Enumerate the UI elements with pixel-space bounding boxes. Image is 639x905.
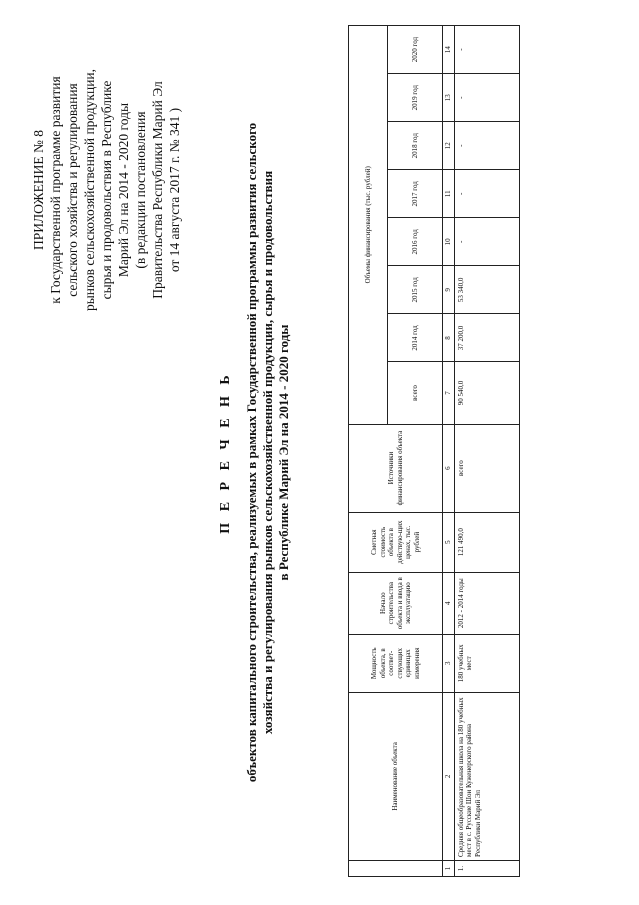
- header-total: всего: [388, 362, 443, 424]
- column-number: 11: [443, 170, 455, 218]
- row-2020: -: [454, 26, 519, 74]
- row-2014: 37 200,0: [454, 314, 519, 362]
- header-index: [349, 860, 443, 876]
- row-capacity: 180 учебных мест: [454, 634, 519, 692]
- appendix-line: сырья и продовольствия в Республике: [99, 80, 114, 300]
- appendix-line: сельского хозяйства и регулирования: [65, 83, 80, 297]
- document-heading: [218, 40, 292, 865]
- document-subtitle: [244, 40, 292, 865]
- table-header-row: [349, 26, 388, 877]
- appendix-line: (в редакции постановления: [133, 111, 148, 269]
- column-number: 6: [443, 424, 455, 512]
- column-number-row: [443, 26, 455, 877]
- row-2016: -: [454, 218, 519, 266]
- row-2015: 53 340,0: [454, 266, 519, 314]
- row-total: 90 540,0: [454, 362, 519, 424]
- row-2017: -: [454, 170, 519, 218]
- column-number: 7: [443, 362, 455, 424]
- document-title: П Е Р Е Ч Е Н Ь: [218, 371, 233, 534]
- column-number: 10: [443, 218, 455, 266]
- row-2018: -: [454, 122, 519, 170]
- column-number: 12: [443, 122, 455, 170]
- header-start: Начало строительства объекта и ввода в эксплуатацию: [349, 572, 443, 634]
- column-number: 1: [443, 860, 455, 876]
- objects-table: [348, 25, 520, 877]
- header-estimate: Сметная стоимость объекта в действую-щих ценах, тыс. рублей: [349, 512, 443, 572]
- table-row: [454, 26, 519, 877]
- header-funding: Объемы финансирования (тыс. рублей): [349, 26, 388, 425]
- column-number: 2: [443, 692, 455, 860]
- column-number: 8: [443, 314, 455, 362]
- header-name: Наименование объекта: [349, 692, 443, 860]
- row-source: всего: [454, 424, 519, 512]
- header-year: 2020 год: [388, 26, 443, 74]
- appendix-line: ПРИЛОЖЕНИЕ № 8: [31, 129, 46, 251]
- appendix-line: рынков сельскохозяйственной продукции,: [82, 68, 97, 312]
- column-number: 3: [443, 634, 455, 692]
- header-year: 2015 год: [388, 266, 443, 314]
- header-year: 2018 год: [388, 122, 443, 170]
- appendix-block: [30, 40, 183, 340]
- column-number: 13: [443, 74, 455, 122]
- column-number: 9: [443, 266, 455, 314]
- header-sources: Источники финансирования объекта: [349, 424, 443, 512]
- column-number: 14: [443, 26, 455, 74]
- column-number: 5: [443, 512, 455, 572]
- header-year: 2017 год: [388, 170, 443, 218]
- row-estimate: 121 490,0: [454, 512, 519, 572]
- row-start: 2012 - 2014 годы: [454, 572, 519, 634]
- appendix-line: к Государственной программе развития: [48, 76, 63, 304]
- subtitle-line: объектов капитального строительства, реализуемых в рамках Государственной программы развития сельского: [244, 122, 259, 783]
- subtitle-line: в Республике Марий Эл на 2014 - 2020 годы: [276, 324, 291, 581]
- header-year: 2019 год: [388, 74, 443, 122]
- subtitle-line: хозяйства и регулирования рынков сельскохозяйственной продукции, сырья и продовольствия: [260, 170, 275, 735]
- header-year: 2016 год: [388, 218, 443, 266]
- header-capacity: Мощность объекта, в соответ-ствующих единицах измерения: [349, 634, 443, 692]
- row-object-name: Средняя общеобразовательная школа на 180 учебных мест в с. Русские Шои Куженерского района Республики Марий Эл: [454, 692, 519, 860]
- appendix-line: от 14 августа 2017 г. № 341 ): [167, 107, 182, 273]
- row-2019: -: [454, 74, 519, 122]
- appendix-line: Марий Эл на 2014 - 2020 годы: [116, 102, 131, 278]
- appendix-line: Правительства Республики Марий Эл: [150, 81, 165, 299]
- row-index: 1.: [454, 860, 519, 876]
- header-year: 2014 год: [388, 314, 443, 362]
- column-number: 4: [443, 572, 455, 634]
